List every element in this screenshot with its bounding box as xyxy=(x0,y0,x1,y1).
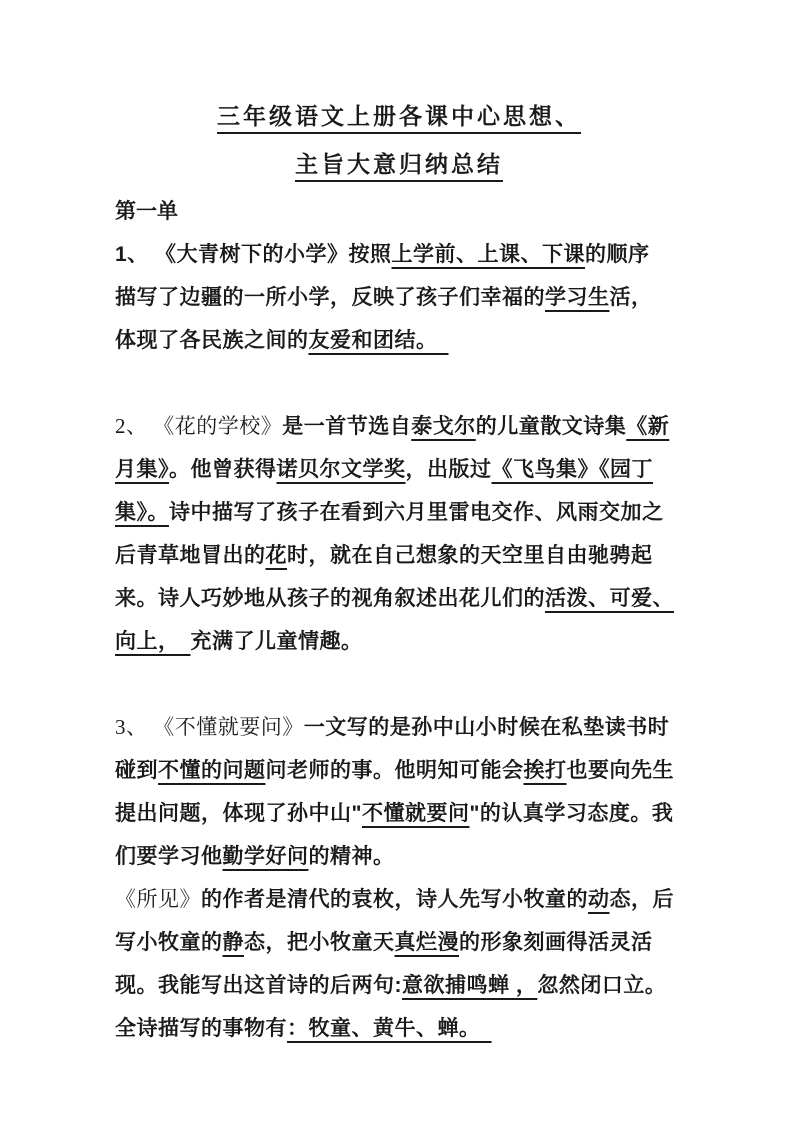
text-segment: 《不懂就要问》 xyxy=(153,715,304,739)
text-line xyxy=(115,792,683,835)
underlined-text: 上学前、上课、下课 xyxy=(391,243,586,266)
text-line xyxy=(115,405,683,448)
underlined-text: 向上， xyxy=(115,630,191,653)
text-line xyxy=(115,276,683,319)
underlined-text: 真烂漫 xyxy=(394,931,459,954)
text-segment: 问老师的事。他明知可能会 xyxy=(265,759,524,782)
text-segment: 《所见》 xyxy=(115,887,201,911)
title-line-row xyxy=(115,140,683,188)
text-segment: 提出问题，体现了孙中山" xyxy=(115,802,362,825)
text-segment: 时，就在自己想象的天空里自由驰骋起 xyxy=(287,544,653,567)
text-segment: 是一首节选自 xyxy=(282,415,412,438)
underlined-text: ：牧童、黄牛、蝉。 xyxy=(287,1017,492,1040)
text-segment: 后青草地冒出的 xyxy=(115,544,266,567)
text-line xyxy=(115,1007,683,1050)
text-segment: 的顺序 xyxy=(585,243,650,266)
underlined-text: 动 xyxy=(588,888,610,911)
text-segment: 3、 xyxy=(115,715,154,739)
text-segment: 们要学习他 xyxy=(115,845,223,868)
underlined-text: 挨打 xyxy=(523,759,567,782)
underlined-text: 诺贝尔文学奖 xyxy=(276,458,406,481)
underlined-text: 不懂就要问 xyxy=(361,802,470,825)
underlined-text: 集》。 xyxy=(115,501,169,524)
text-line xyxy=(115,620,683,663)
blank-line xyxy=(115,362,683,405)
text-segment: 现。我能写出这首诗的后两句: xyxy=(115,974,402,997)
text-line xyxy=(115,233,683,276)
section-heading: 第一单 xyxy=(115,200,178,223)
text-segment: ，出版过 xyxy=(405,458,492,481)
underlined-text: 勤学好问 xyxy=(222,845,309,868)
paragraph xyxy=(115,878,683,1050)
text-segment: 的作者是清代的袁枚，诗人先写小牧童的 xyxy=(201,888,588,911)
text-segment: 的精神。 xyxy=(308,845,395,868)
text-segment: 描写了边疆的一所小学，反映了孩子们幸福的 xyxy=(115,286,545,309)
text-segment: 态，后 xyxy=(609,888,674,911)
underlined-text: 《新 xyxy=(626,415,670,438)
text-segment: 2、 xyxy=(115,414,154,438)
text-line xyxy=(115,577,683,620)
text-segment: 诗中描写了孩子在看到六月里雷电交作、风雨交加之 xyxy=(169,501,664,524)
underlined-text: 学习生 xyxy=(545,286,610,309)
text-segment: 写小牧童的 xyxy=(115,931,223,954)
title-line-row xyxy=(115,92,683,140)
text-line xyxy=(115,491,683,534)
text-segment: 忽然闭口立。 xyxy=(537,974,667,997)
text-line xyxy=(115,964,683,1007)
text-segment: 来。诗人巧妙地从孩子的视角叙述出花儿们的 xyxy=(115,587,545,610)
text-segment: 全诗描写的事物有 xyxy=(115,1017,287,1040)
text-segment: 碰到 xyxy=(115,759,158,782)
document-title-line-1: 三年级语文上册各课中心思想、 xyxy=(217,103,581,129)
underlined-text: 月集》 xyxy=(115,458,169,481)
blank-line xyxy=(115,663,683,706)
underlined-text: 友爱和团结。 xyxy=(308,329,449,352)
text-line xyxy=(115,749,683,792)
text-line xyxy=(115,921,683,964)
paragraph xyxy=(115,706,683,878)
text-segment: 也要向先生 xyxy=(566,759,674,782)
text-segment: 态，把小牧童天 xyxy=(244,931,395,954)
text-line xyxy=(115,835,683,878)
text-segment: 《花的学校》 xyxy=(153,414,283,438)
underlined-text: 花 xyxy=(265,544,287,567)
document-title xyxy=(115,92,683,188)
text-segment: 。他曾获得 xyxy=(169,458,277,481)
text-segment: 的儿童散文诗集 xyxy=(475,415,627,438)
underlined-text: 《飞鸟集》《园丁 xyxy=(491,458,653,481)
text-segment: "的认真学习态度。我 xyxy=(469,802,674,825)
text-line xyxy=(115,706,683,749)
text-line xyxy=(115,878,683,921)
text-line xyxy=(115,319,683,362)
underlined-text: 活泼、可爱、 xyxy=(545,587,674,610)
underlined-text: 静 xyxy=(222,931,244,954)
underlined-text: 泰戈尔 xyxy=(411,415,476,438)
text-line xyxy=(115,448,683,491)
text-segment: 1、 《大青树下的小学》按照 xyxy=(115,243,392,266)
text-segment: 活， xyxy=(609,286,653,309)
text-segment: 的形象刻画得活灵活 xyxy=(459,931,653,954)
text-segment: 体现了各民族之间的 xyxy=(115,329,309,352)
paragraph xyxy=(115,233,683,362)
underlined-text: 不懂的问题 xyxy=(158,759,266,782)
underlined-text: 意欲捕鸣蝉 ， xyxy=(402,974,538,997)
text-line xyxy=(115,534,683,577)
paragraph xyxy=(115,405,683,663)
text-segment: 一文写的是孙中山小时候在私垫读书时 xyxy=(303,716,670,739)
document-body xyxy=(115,233,683,1050)
document-title-line-2: 主旨大意归纳总结 xyxy=(295,151,503,177)
text-segment: 充满了儿童情趣。 xyxy=(190,630,363,653)
